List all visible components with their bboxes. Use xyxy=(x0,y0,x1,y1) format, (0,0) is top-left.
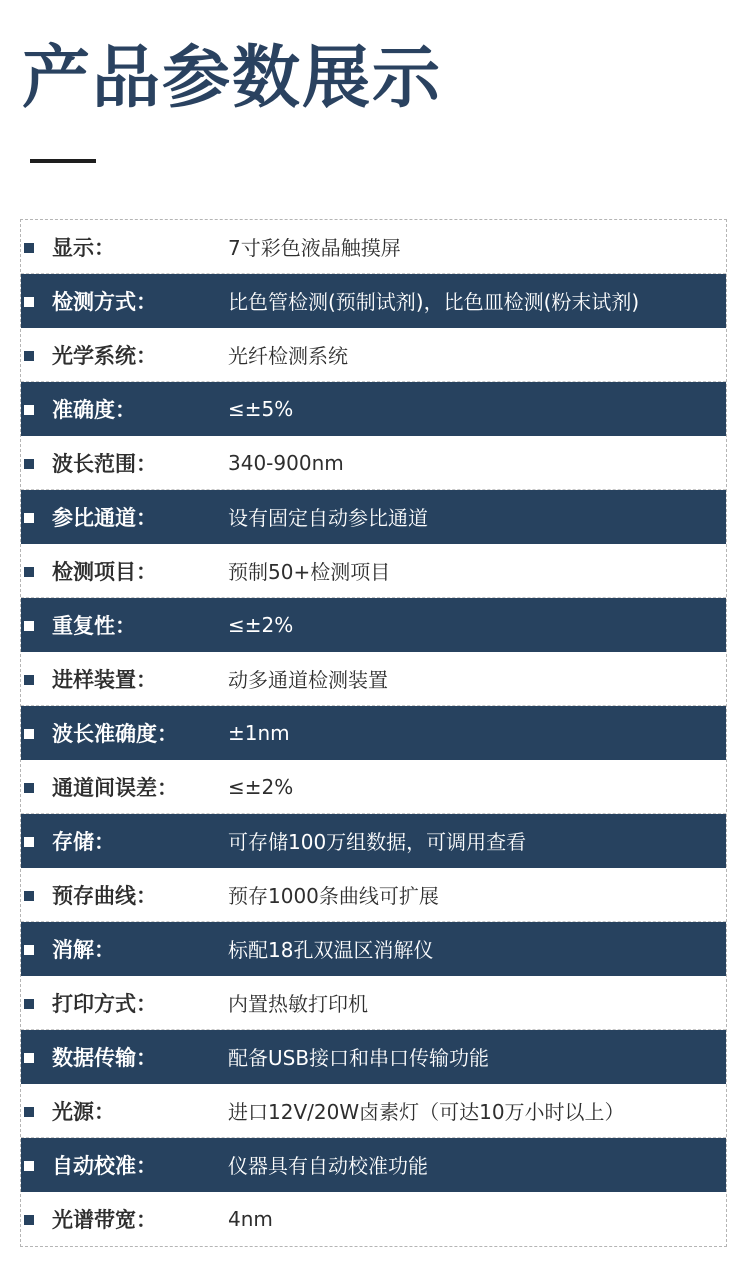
square-bullet-icon xyxy=(24,1053,34,1063)
square-bullet-icon xyxy=(24,729,34,739)
param-label: 消解： xyxy=(52,937,115,962)
square-bullet-icon xyxy=(24,999,34,1009)
param-value: 7寸彩色液晶触摸屏 xyxy=(228,236,401,260)
square-bullet-icon xyxy=(24,1107,34,1117)
param-label: 预存曲线： xyxy=(52,883,157,908)
param-value: 仪器具有自动校准功能 xyxy=(228,1154,428,1178)
square-bullet-icon xyxy=(24,891,34,901)
param-label: 光学系统： xyxy=(52,343,157,368)
param-label: 重复性： xyxy=(52,613,136,638)
param-row xyxy=(21,274,726,328)
param-label: 光谱带宽： xyxy=(52,1208,157,1232)
square-bullet-icon xyxy=(24,837,34,847)
param-row xyxy=(21,328,726,382)
param-row xyxy=(21,868,726,922)
param-label: 检测项目： xyxy=(52,559,157,584)
param-value: 光纤检测系统 xyxy=(228,344,348,368)
param-label: 通道间误差： xyxy=(52,775,178,800)
param-value: 进口12V/20W卤素灯（可达10万小时以上） xyxy=(228,1100,625,1124)
param-value: 预存1000条曲线可扩展 xyxy=(228,884,439,908)
param-value: ≤±2% xyxy=(228,612,294,637)
param-row xyxy=(21,382,726,436)
param-label: 准确度： xyxy=(52,397,136,422)
square-bullet-icon xyxy=(24,513,34,523)
param-value: 配备USB接口和串口传输功能 xyxy=(228,1046,490,1070)
square-bullet-icon xyxy=(24,243,34,253)
param-row xyxy=(21,1138,726,1192)
param-value: ≤±5% xyxy=(228,396,294,421)
param-row xyxy=(21,598,726,652)
param-value: 4nm xyxy=(228,1207,273,1231)
param-label: 检测方式： xyxy=(52,289,157,314)
param-row xyxy=(21,1192,726,1246)
param-row xyxy=(21,760,726,814)
square-bullet-icon xyxy=(24,459,34,469)
param-row xyxy=(21,544,726,598)
param-row xyxy=(21,976,726,1030)
param-row xyxy=(21,814,726,868)
square-bullet-icon xyxy=(24,945,34,955)
param-label: 进样装置： xyxy=(52,667,157,692)
param-value: 设有固定自动参比通道 xyxy=(228,506,428,530)
param-row xyxy=(21,652,726,706)
param-label: 光源： xyxy=(52,1099,115,1124)
param-value: 动多通道检测装置 xyxy=(228,668,388,692)
param-row xyxy=(21,436,726,490)
param-row xyxy=(21,1030,726,1084)
param-row xyxy=(21,922,726,976)
parameter-table xyxy=(20,219,727,1247)
square-bullet-icon xyxy=(24,1215,34,1225)
square-bullet-icon xyxy=(24,297,34,307)
param-label: 自动校准： xyxy=(52,1153,157,1178)
param-value: 预制50+检测项目 xyxy=(228,560,391,584)
param-label: 波长范围： xyxy=(52,451,157,476)
param-label: 打印方式： xyxy=(52,991,157,1016)
param-row xyxy=(21,220,726,274)
square-bullet-icon xyxy=(24,1161,34,1171)
param-row xyxy=(21,490,726,544)
page-title: 产品参数展示 xyxy=(22,38,443,118)
param-value: 可存储100万组数据，可调用查看 xyxy=(228,830,527,854)
param-value: 340-900nm xyxy=(228,450,344,475)
param-value: ≤±2% xyxy=(228,774,294,799)
param-label: 参比通道： xyxy=(52,505,157,530)
square-bullet-icon xyxy=(24,405,34,415)
param-label: 波长准确度： xyxy=(52,721,178,746)
param-label: 数据传输： xyxy=(52,1045,157,1070)
param-value: 内置热敏打印机 xyxy=(228,992,368,1016)
square-bullet-icon xyxy=(24,621,34,631)
param-value: ±1nm xyxy=(228,720,290,745)
param-label: 存储： xyxy=(52,829,115,854)
square-bullet-icon xyxy=(24,567,34,577)
param-label: 显示： xyxy=(52,235,115,260)
param-value: 标配18孔双温区消解仪 xyxy=(228,938,434,962)
param-row xyxy=(21,706,726,760)
square-bullet-icon xyxy=(24,783,34,793)
square-bullet-icon xyxy=(24,675,34,685)
title-underline xyxy=(30,159,96,163)
param-row xyxy=(21,1084,726,1138)
param-value: 比色管检测(预制试剂)，比色皿检测(粉末试剂) xyxy=(228,290,640,314)
square-bullet-icon xyxy=(24,351,34,361)
